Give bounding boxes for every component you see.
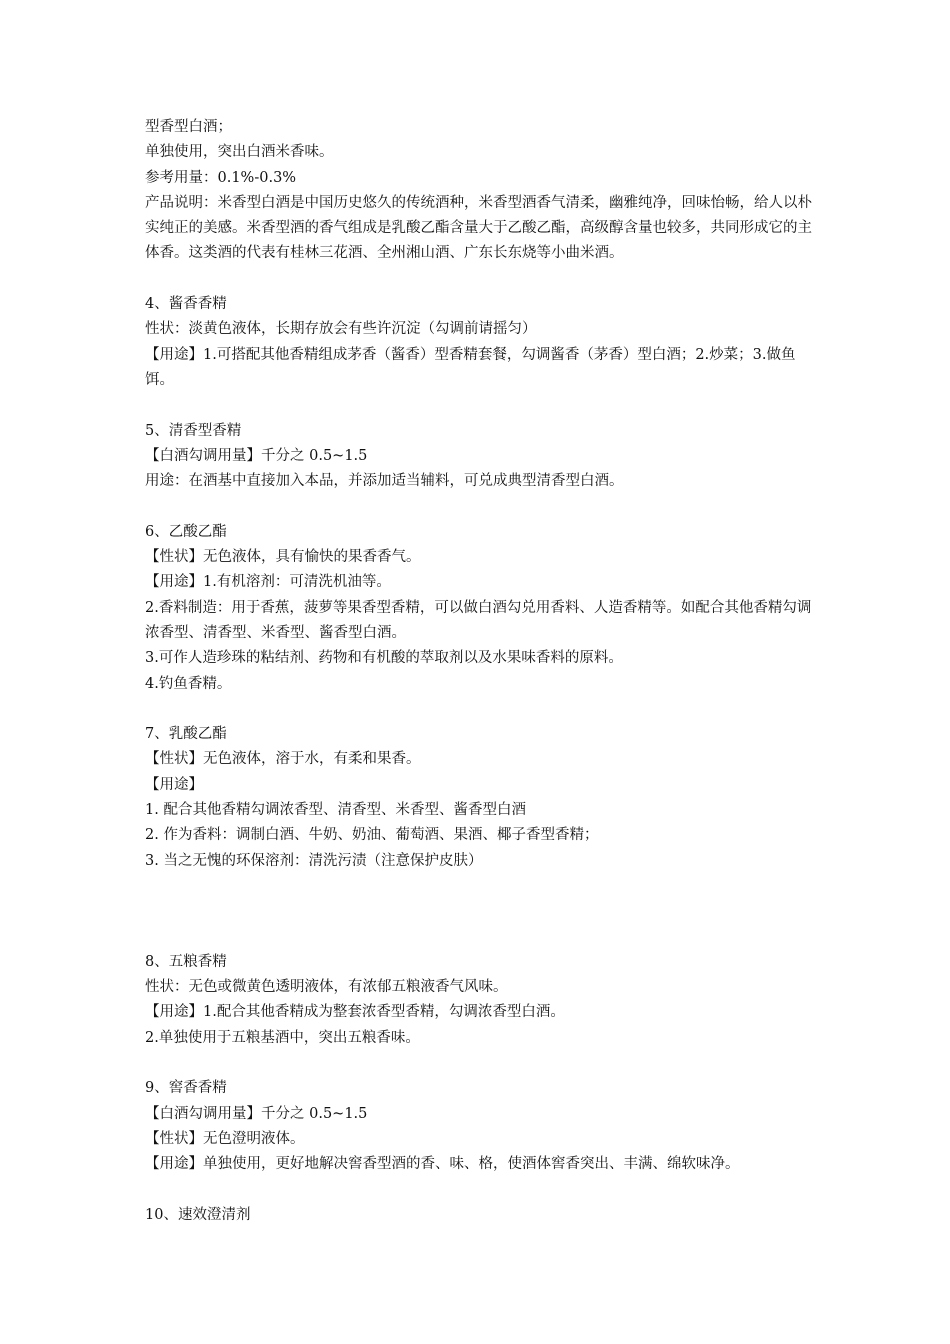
section-5-dosage: 【白酒勾调用量】千分之 0.5~1.5	[145, 447, 368, 464]
section-9-title: 9、窖香香精	[145, 1080, 227, 1097]
intro-line-1: 型香型白酒；	[145, 119, 232, 135]
section-7-usage-label: 【用途】	[145, 776, 203, 793]
section-8-property: 性状：无色或微黄色透明液体，有浓郁五粮液香气风味。	[145, 979, 508, 996]
section-4-title: 4、酱香香精	[145, 296, 227, 313]
section-6-usage-2: 2.香料制造：用于香蕉，菠萝等果香型香精，可以做白酒勾兑用香料、人造香精等。如配合其他香精勾调浓香型、清香型、米香型、酱香型白酒。	[145, 599, 812, 641]
section-7-title: 7、乳酸乙酯	[145, 726, 227, 743]
section-5-title: 5、清香型香精	[145, 422, 242, 439]
section-8-title: 8、五粮香精	[145, 953, 227, 970]
section-6-title: 6、乙酸乙酯	[145, 523, 227, 540]
intro-description: 产品说明：米香型白酒是中国历史悠久的传统酒种，米香型酒香气清柔，幽雅纯净，回味怡畅，给人以朴实纯正的美感。米香型酒的香气组成是乳酸乙酯含量大于乙酸乙酯，高级醇含量也较多，共同形成它的主体香。这类酒的代表有桂林三花酒、全州湘山酒、广东长东烧等小曲米酒。	[145, 194, 812, 262]
section-9-usage: 【用途】单独使用，更好地解决窖香型酒的香、味、格，使酒体窖香突出、丰满、绵软味净。	[145, 1156, 740, 1173]
intro-line-2: 单独使用，突出白酒米香味。	[145, 144, 334, 161]
section-8-usage-1: 【用途】1.配合其他香精成为整套浓香型香精，勾调浓香型白酒。	[145, 1004, 565, 1021]
section-8-usage-2: 2.单独使用于五粮基酒中，突出五粮香味。	[145, 1029, 420, 1046]
intro-dosage: 参考用量：0.1%-0.3%	[145, 169, 297, 186]
section-10-title: 10、速效澄清剂	[145, 1206, 251, 1223]
document-page	[145, 115, 815, 1228]
section-4-property: 性状：淡黄色液体，长期存放会有些许沉淀（勾调前请摇匀）	[145, 321, 537, 338]
section-4-usage: 【用途】1.可搭配其他香精组成茅香（酱香）型香精套餐，勾调酱香（茅香）型白酒；2.炒菜；3.做鱼饵。	[145, 346, 796, 388]
section-5-usage: 用途：在酒基中直接加入本品，并添加适当辅料，可兑成典型清香型白酒。	[145, 473, 624, 490]
section-6-usage-4: 4.钓鱼香精。	[145, 675, 232, 692]
section-7-usage-2: 2. 作为香料：调制白酒、牛奶、奶油、葡萄酒、果酒、椰子香型香精；	[145, 827, 599, 844]
section-6-usage-3: 3.可作人造珍珠的粘结剂、药物和有机酸的萃取剂以及水果味香料的原料。	[145, 650, 623, 667]
section-7-usage-3: 3. 当之无愧的环保溶剂：清洗污渍（注意保护皮肤）	[145, 852, 483, 869]
section-6-usage-1: 【用途】1.有机溶剂：可清洗机油等。	[145, 574, 391, 591]
section-7-property: 【性状】无色液体，溶于水，有柔和果香。	[145, 751, 421, 768]
section-7-usage-1: 1. 配合其他香精勾调浓香型、清香型、米香型、酱香型白酒	[145, 802, 526, 819]
section-6-property: 【性状】无色液体，具有愉快的果香香气。	[145, 549, 421, 566]
section-9-property: 【性状】无色澄明液体。	[145, 1130, 305, 1147]
section-9-dosage: 【白酒勾调用量】千分之 0.5~1.5	[145, 1105, 368, 1122]
